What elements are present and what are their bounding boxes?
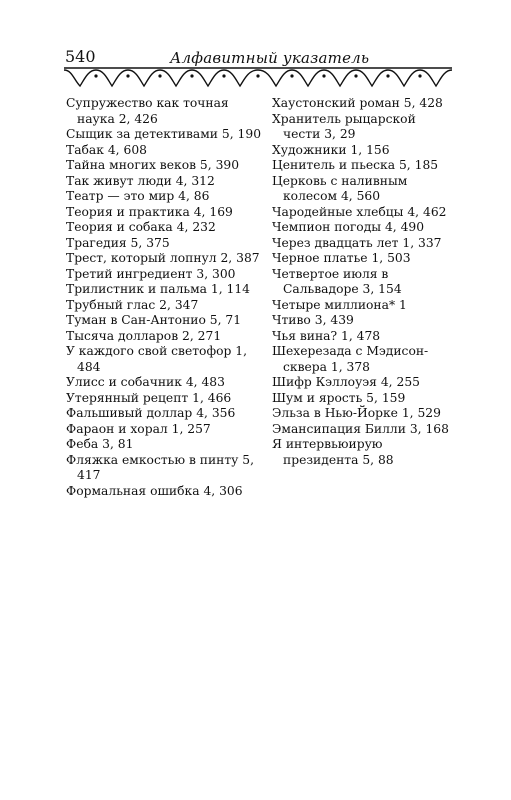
index-entry: Шехерезада с Мэдисон-сквера 1, 378 <box>272 344 429 374</box>
index-entry: Хаустонский роман 5, 428 <box>272 96 443 110</box>
index-entry: У каждого свой светофор 1, 484 <box>66 344 248 374</box>
index-entry: Фальшивый доллар 4, 356 <box>66 406 236 420</box>
page-number: 540 <box>65 47 96 66</box>
index-entry: Эльза в Нью-Йорке 1, 529 <box>272 406 441 420</box>
index-entry: Формальная ошибка 4, 306 <box>66 483 243 498</box>
index-entry: Табак 4, 608 <box>66 142 147 157</box>
index-entry: Через двадцать лет 1, 337 <box>272 235 442 250</box>
index-entry: Четвертое июля в Сальвадоре 3, 154 <box>272 266 402 296</box>
index-entry: Трест, который лопнул 2, 387 <box>66 251 260 265</box>
index-entry: Шум и ярость 5, 159 <box>272 390 406 405</box>
index-entry: Хранитель рыцарской чести 3, 29 <box>272 111 416 141</box>
index-entry: Трилистник и пальма 1, 114 <box>66 282 251 296</box>
index-entry: Тысяча долларов 2, 271 <box>66 328 222 343</box>
index-entry: Тайна многих веков 5, 390 <box>66 158 240 172</box>
index-entry: Эмансипация Билли 3, 168 <box>272 421 449 436</box>
index-entry: Чья вина? 1, 478 <box>272 328 381 343</box>
index-entry: Теория и собака 4, 232 <box>66 220 216 234</box>
index-column-left <box>66 96 266 499</box>
index-entry: Туман в Сан-Антонио 5, 71 <box>66 313 242 327</box>
index-entry: Улисс и собачник 4, 483 <box>66 375 225 389</box>
index-entry: Церковь с наливным колесом 4, 560 <box>272 173 408 203</box>
index-entry: Супружество как точная наука 2, 426 <box>66 96 229 126</box>
index-entry: Трагедия 5, 375 <box>66 235 170 250</box>
index-entry: Фляжка емкостью в пинту 5, 417 <box>66 452 255 482</box>
index-entry: Чемпион погоды 4, 490 <box>272 220 425 234</box>
index-entry: Чародейные хлебцы 4, 462 <box>272 204 447 219</box>
index-entry: Четыре миллиона* 1 <box>272 297 407 312</box>
index-entry: Феба 3, 81 <box>66 437 134 451</box>
index-entry: Ценитель и пьеска 5, 185 <box>272 158 439 172</box>
index-entry: Утерянный рецепт 1, 466 <box>66 390 232 405</box>
ornament-divider <box>64 66 452 90</box>
index-entry: Черное платье 1, 503 <box>272 251 411 265</box>
index-entry: Художники 1, 156 <box>272 142 390 157</box>
index-column-right <box>272 96 454 468</box>
index-entry: Театр — это мир 4, 86 <box>66 189 210 203</box>
index-entry: Сыщик за детективами 5, 190 <box>66 127 262 141</box>
index-entry: Так живут люди 4, 312 <box>66 173 215 188</box>
index-entry: Третий ингредиент 3, 300 <box>66 266 236 281</box>
index-entry: Шифр Кэллоуэя 4, 255 <box>272 375 420 389</box>
index-entry: Трубный глас 2, 347 <box>66 297 199 312</box>
running-title: Алфавитный указатель <box>170 49 370 67</box>
index-entry: Чтиво 3, 439 <box>272 313 354 327</box>
index-entry: Я интервьюирую президента 5, 88 <box>272 437 394 467</box>
index-entry: Фараон и хорал 1, 257 <box>66 421 211 436</box>
index-entry: Теория и практика 4, 169 <box>66 204 233 219</box>
